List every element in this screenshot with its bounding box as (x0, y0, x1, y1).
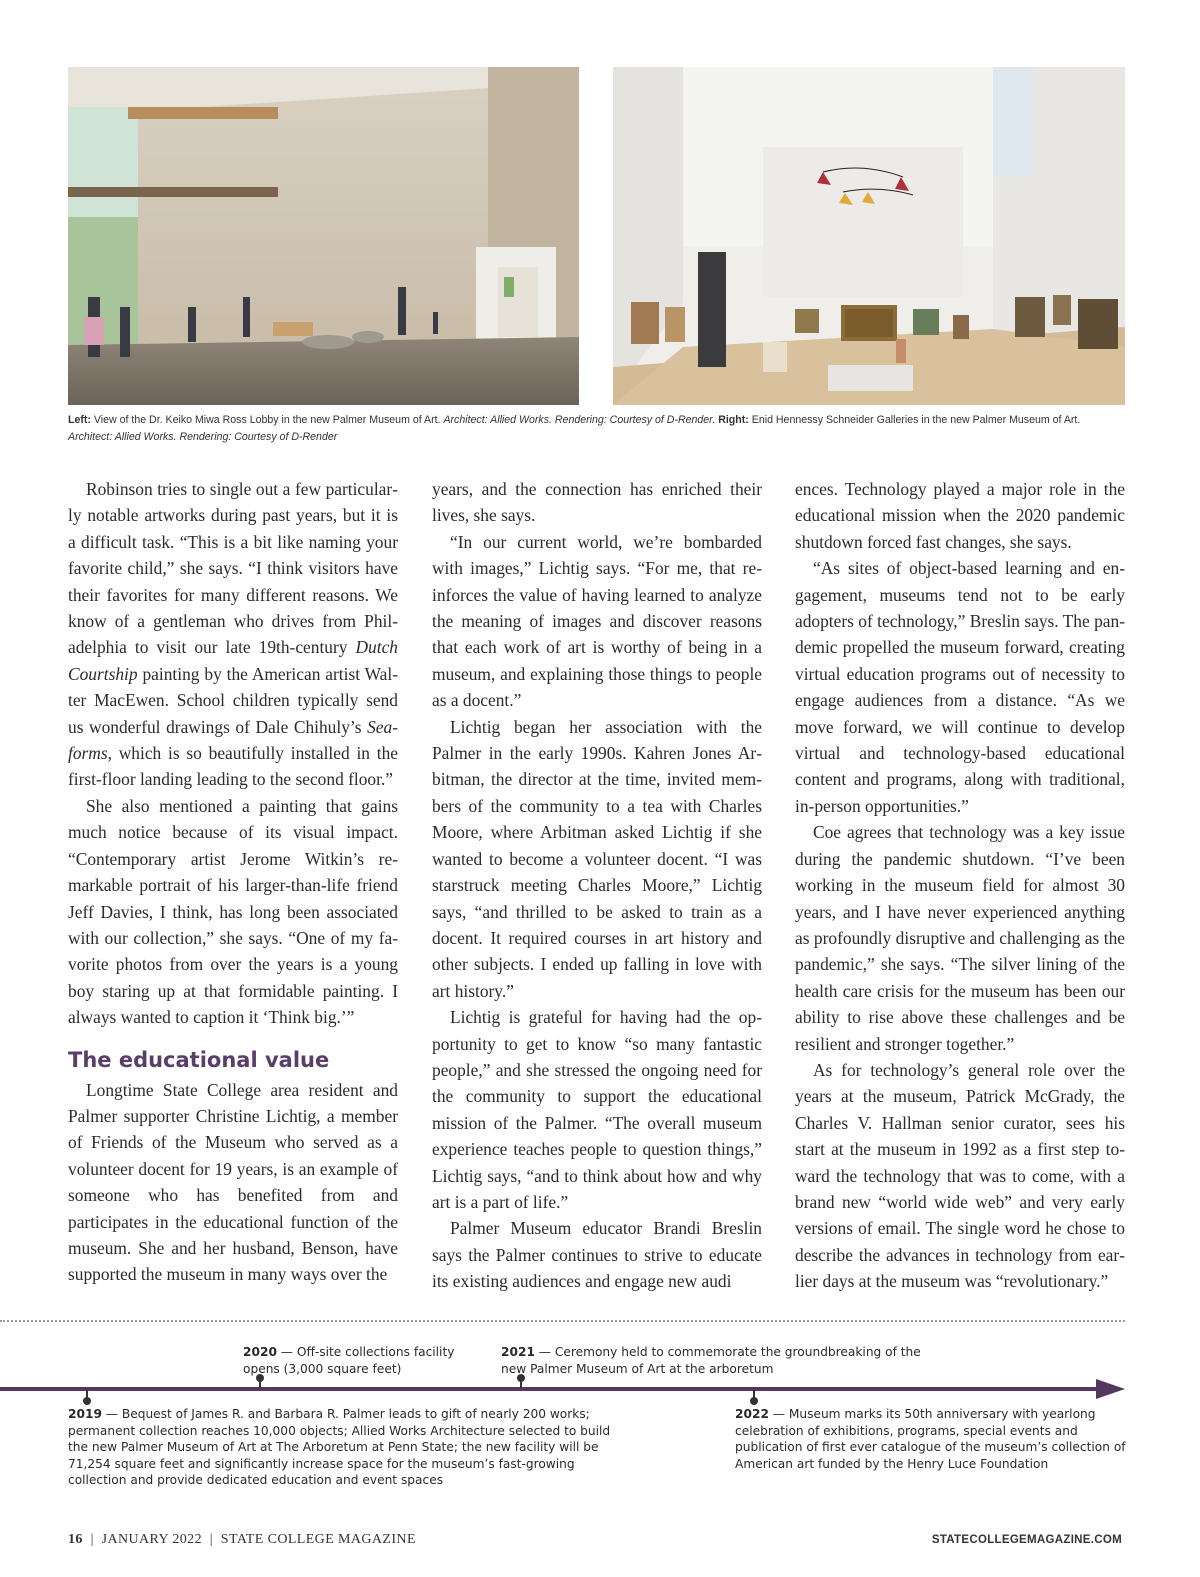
timeline-marker (83, 1397, 91, 1405)
caption-right-credit: Architect: Allied Works. Rendering: Courtesy of D-Render (68, 431, 338, 443)
magazine-name: STATE COLLEGE MAGAZINE (220, 1532, 416, 1547)
article-column-1 (68, 476, 398, 1288)
event-text: — Museum marks its 50th anniversary with yearlong celebration of exhibitions, programs, special events and publication of first ever catalogue of the museum’s collection of American art funded by the Henry Luce Foundation (735, 1407, 1126, 1471)
timeline-event (501, 1344, 921, 1377)
text-run: painting by the American artist Walter MacEwen. School children typically send us wonderful drawings of Dale Chihuly’s (68, 663, 398, 737)
caption-left-text: View of the Dr. Keiko Miwa Ross Lobby in the new Palmer Museum of Art. (90, 414, 444, 426)
event-text: — Bequest of James R. and Barbara R. Palmer leads to gift of nearly 200 works; permanent collection reaches 10,000 objects; Allied Works Architecture selected to build the new Palmer Museum of Art at The Arboretum at Penn State; the new facility will be 71,254 square feet and significantly increase space for the museum’s fast-growing collection and provide dedicated education and event spaces (68, 1407, 611, 1488)
caption-right-label: Right: (715, 414, 749, 426)
article-paragraph: “As sites of object-based learning and engagement, museums tend not to be early adopters of technology,” Breslin says. The pandemic propelled the museum forward, creating virtual education programs out of necessity to engage audiences from a distance. “As we move forward, we will continue to develop virtual and technology-based educational content and programs, along with traditional, in-person opportunities.” (795, 558, 1125, 816)
artwork-title: Dutch Courtship (68, 637, 398, 684)
event-year: 2020 (243, 1345, 277, 1359)
section-divider (0, 1320, 1125, 1322)
article-paragraph: Longtime State College area resident and Palmer supporter Christine Lichtig, a member of Friends of the Museum who served as a volunteer docent for 19 years, is an example of someone who has benefited from and participates in the educational function of the museum. She and her husband, Benson, have supported the museum in many ways over the (68, 1079, 398, 1285)
event-text: — Ceremony held to commemorate the groundbreaking of the new Palmer Museum of Art at the arboretum (501, 1345, 921, 1376)
event-text: — Off-site collections facility opens (3,000 square feet) (243, 1345, 455, 1376)
caption-left-credit: Architect: Allied Works. Rendering: Courtesy of D-Render. (443, 414, 716, 426)
gallery-rendering-image (613, 67, 1125, 405)
article-column-3 (795, 476, 1125, 1295)
issue-date: JANUARY 2022 (101, 1532, 202, 1547)
caption-right-text: Enid Hennessy Schneider Galleries in the new Palmer Museum of Art. (748, 414, 1081, 426)
article-paragraph: As for technology’s general role over the years at the museum, Patrick McGrady, the Charles V. Hallman senior curator, sees his start at the museum in 1992 as a first step toward the technology that was to come, with a brand new “world wide web” and very early versions of email. The single word he chose to describe the advances in technology from earlier days at the museum was “revolutionary.” (795, 1059, 1125, 1292)
photo-caption (68, 412, 1128, 446)
timeline-event (68, 1406, 628, 1489)
page-number: 16 (68, 1532, 83, 1547)
article-paragraph: Lichtig began her association with the Palmer in the early 1990s. Kahren Jones Arbitman, the director at the time, invited members of the community to a tea with Charles Moore, where Arbitman asked Lichtig if she wanted to become a volunteer docent. “I was starstruck meeting Charles Moore,” Lichtig says, “and thrilled to be asked to train as a docent. It required courses in art history and other subjects. I ended up falling in love with art history.” (432, 716, 762, 1001)
lobby-rendering-image (68, 67, 579, 405)
event-year: 2021 (501, 1345, 535, 1359)
artwork-title: Seaforms (68, 716, 398, 764)
page-footer (68, 1532, 416, 1548)
section-heading: The educational value (68, 1047, 330, 1072)
article-column-2 (432, 476, 762, 1295)
article-paragraph: She also mentioned a painting that gains much notice because of its visual impact. “Contemporary artist Jerome Witkin’s remarkable portrait of his larger-than-life friend Jeff Davies, I think, has long been associated with our collection,” she says. “One of my favorite photos from over the years is a young boy staring up at that formidable painting. I always wanted to caption it ‘Think big.’” (68, 795, 398, 1028)
timeline-event (243, 1344, 483, 1377)
article-paragraph: “In our current world, we’re bombarded with images,” Lichtig says. “For me, that reinforces the value of having learned to analyze the meaning of images and discover reasons that each work of art is worthy of being in a museum, and explaining those things to people as a docent.” (432, 531, 762, 711)
article-paragraph: ences. Technology played a major role in the educational mission when the 2020 pandemic shutdown forced fast changes, she says. (795, 479, 1125, 552)
caption-left-label: Left: (68, 414, 91, 426)
article-paragraph: Lichtig is grateful for having had the opportunity to get to know “so many fantastic people,” and she stressed the ongoing need for the community to support the educational mission of the Palmer. “The overall museum experience teaches people to question things,” Lichtig says, “and to think about how and why art is a part of life.” (432, 1007, 762, 1212)
article-paragraph: Coe agrees that technology was a key issue during the pandemic shutdown. “I’ve been working in the museum field for almost 30 years, and I have never experienced anything as profoundly disruptive and challenging as the pandemic,” she says. “The silver lining of the health care crisis for the museum has been our ability to rise above these challenges and be resilient and stronger together.” (795, 822, 1125, 1054)
text-run: , which is so beautifully installed in the first-floor landing leading to the second floor.” (68, 743, 398, 790)
text-run: Robinson tries to single out a few particularly notable artworks during past years, but it is a difficult task. “This is a bit like naming your favorite child,” she says. “I think visitors have their favorites for many different reasons. We know of a gentleman who drives from Philadelphia to visit our late 19th-century (68, 479, 398, 658)
event-year: 2019 (68, 1407, 102, 1421)
timeline-marker (750, 1397, 758, 1405)
article-paragraph: years, and the connection has enriched their lives, she says. (432, 479, 762, 526)
timeline-event (735, 1406, 1135, 1472)
footer-separator: | (201, 1532, 221, 1547)
article-paragraph: Palmer Museum educator Brandi Breslin says the Palmer continues to strive to educate its existing audiences and engage new audi (432, 1218, 762, 1292)
article-paragraph (68, 476, 398, 793)
timeline-bar (0, 1387, 1100, 1391)
timeline-arrow-icon (1096, 1379, 1125, 1399)
footer-separator: | (82, 1532, 102, 1547)
event-year: 2022 (735, 1407, 769, 1421)
website-link[interactable]: STATECOLLEGEMAGAZINE.COM (931, 1534, 1122, 1546)
